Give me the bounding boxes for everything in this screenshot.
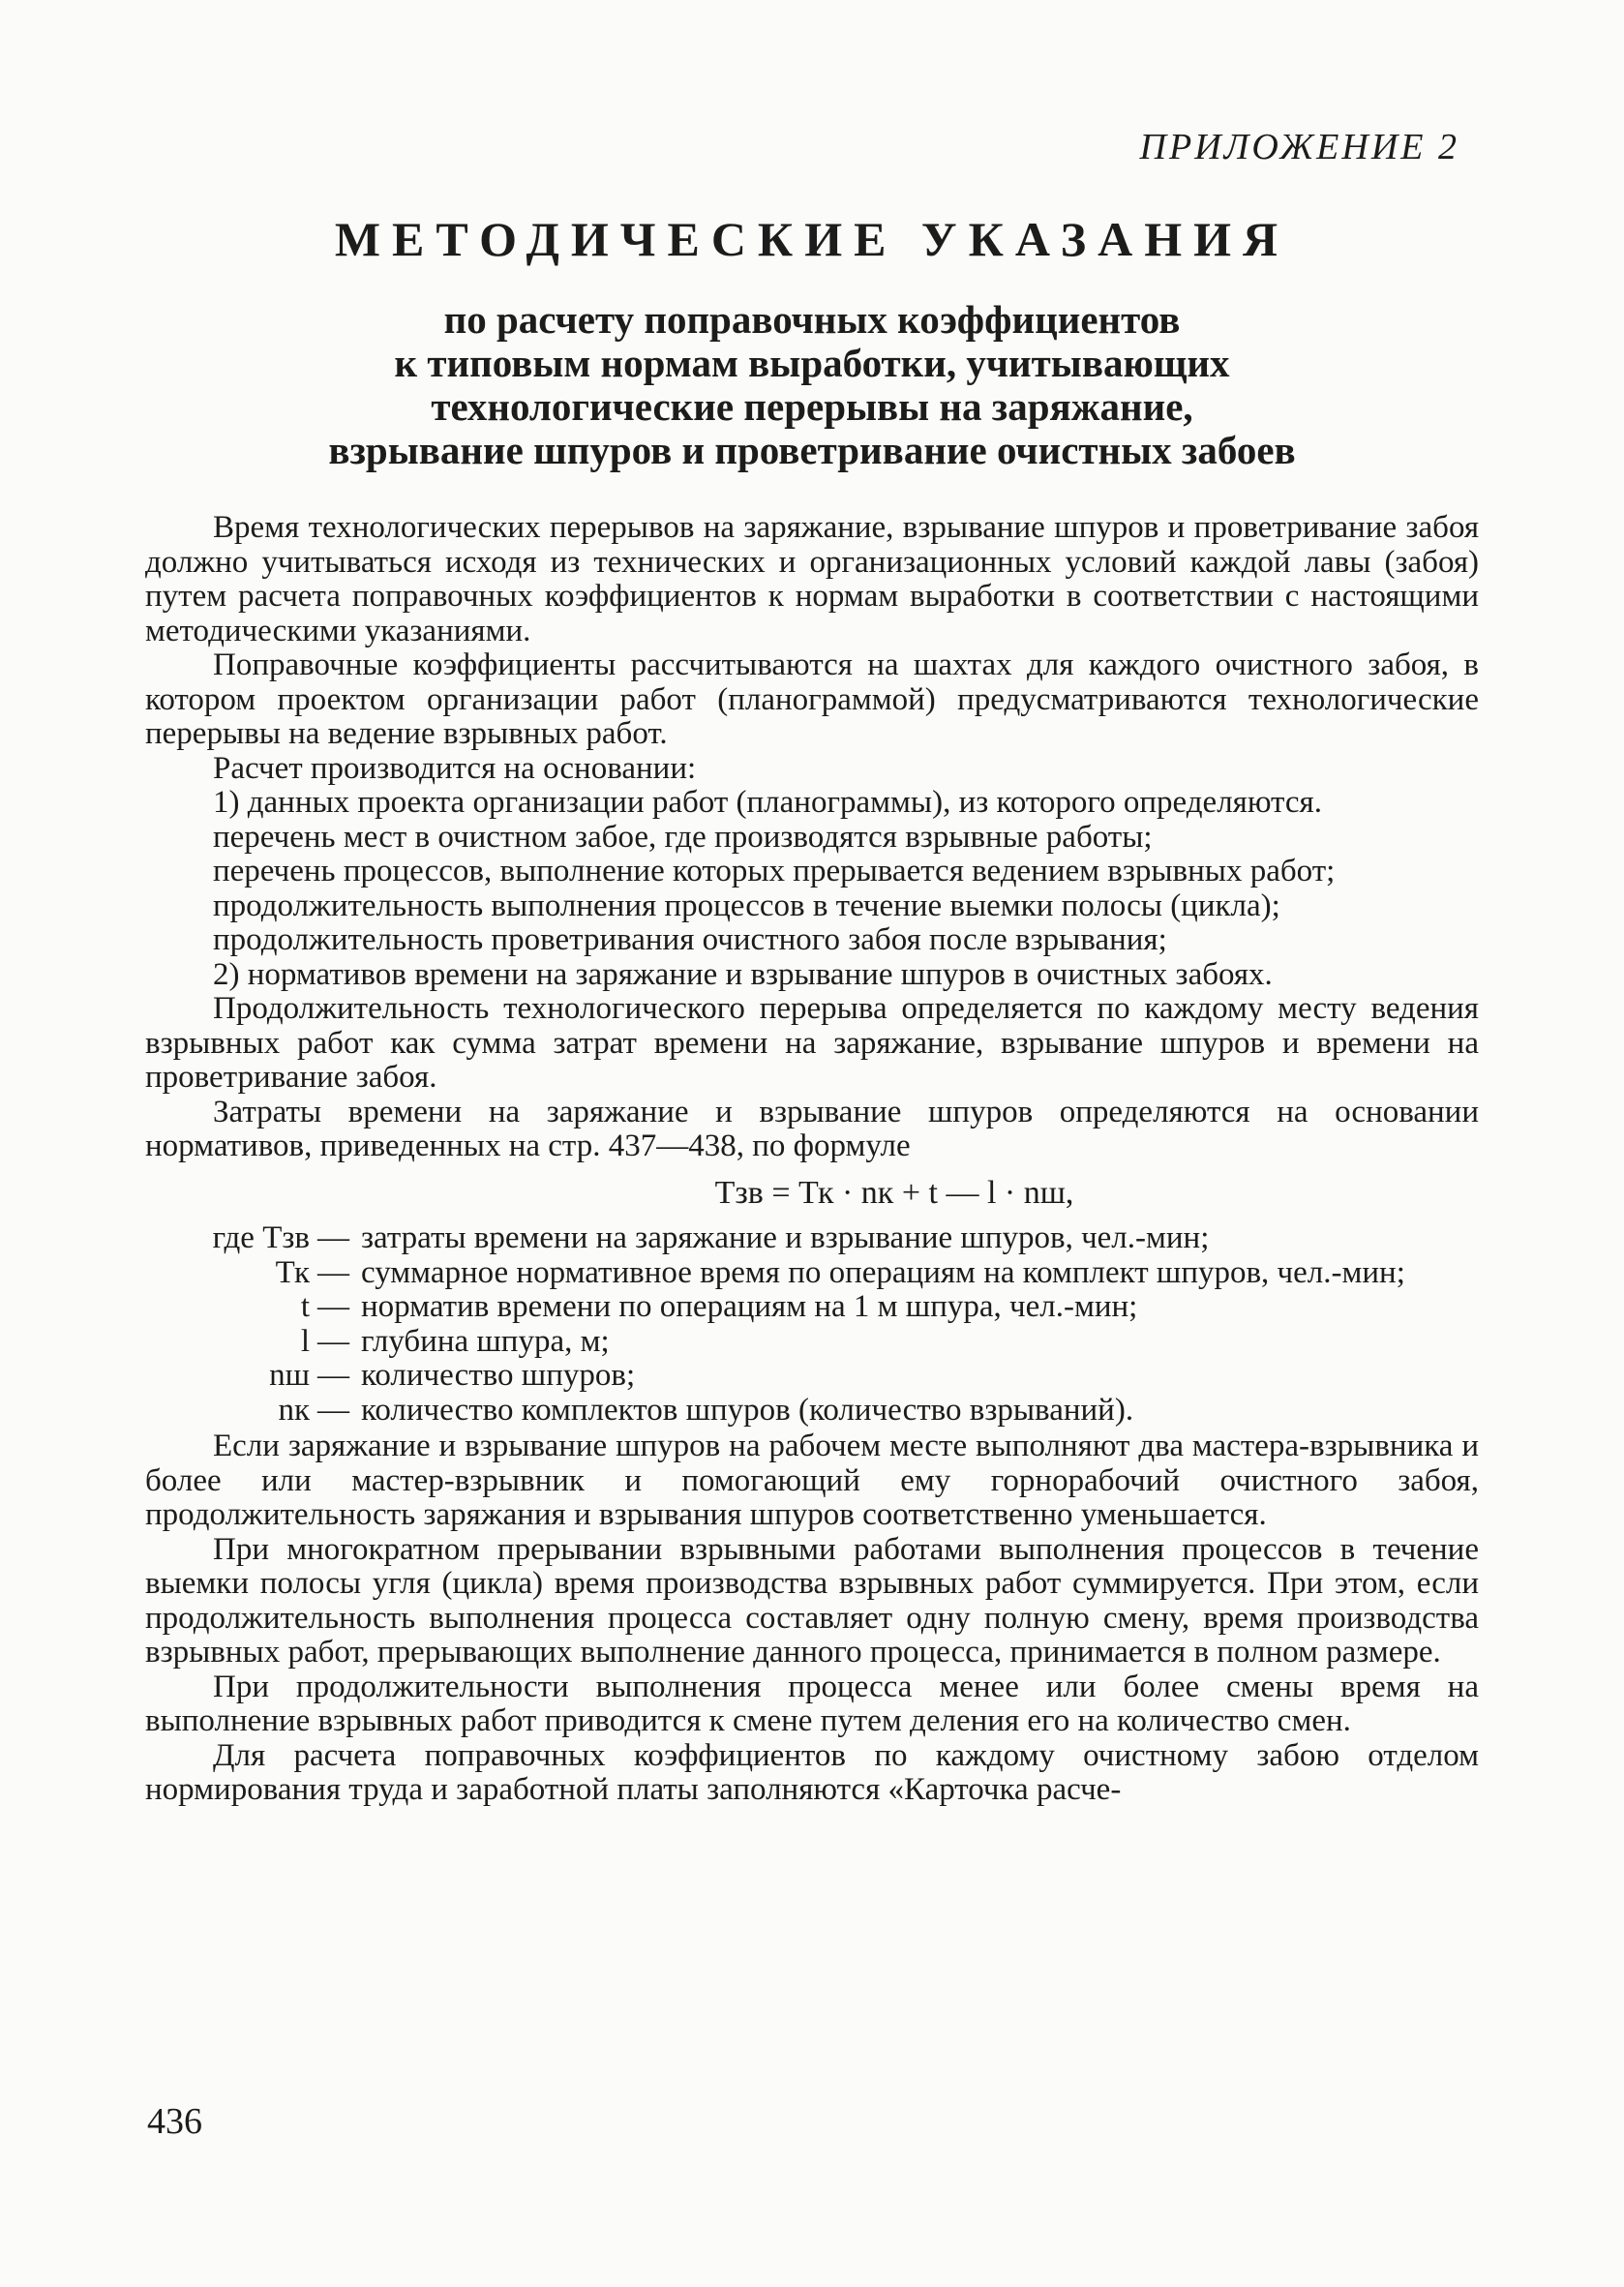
subtitle-line: к типовым нормам выработки, учитывающих <box>394 341 1230 385</box>
paragraph: продолжительность проветривания очистного забоя после взрывания; <box>213 922 1167 957</box>
subtitle <box>0 298 1624 472</box>
definition-text: количество комплектов шпуров (количество взрываний). <box>361 1392 1134 1428</box>
paragraph: Если заряжание и взрывание шпуров на рабочем месте выполняют два мастера-взрывника и более или мастер-взрывник и помогающий ему горнорабочий очистного забоя, продолжительность заряжания и взрывания шпуров соответственно уменьшается. <box>145 1429 1479 1532</box>
definition-item: nш — количество шпуров; <box>145 1359 1479 1394</box>
paragraph: Время технологических перерывов на заряжание, взрывание шпуров и проветривание забоя должно учитываться исходя из технических и организационных условий каждой лавы (забоя) путем расчета поправочных коэффициентов к нормам выработки в соответствии с настоящими методическими указаниями. <box>145 510 1479 648</box>
paragraph: 2) нормативов времени на заряжание и взрывание шпуров в очистных забоях. <box>213 956 1273 992</box>
subtitle-line: по расчету поправочных коэффициентов <box>443 297 1181 342</box>
paragraph: перечень процессов, выполнение которых прерывается ведением взрывных работ; <box>213 854 1336 888</box>
paragraph: продолжительность выполнения процессов в течение выемки полосы (цикла); <box>213 888 1280 923</box>
appendix-label: ПРИЛОЖЕНИЕ 2 <box>1139 127 1459 167</box>
definition-item: t — норматив времени по операциям на 1 м шпура, чел.-мин; <box>145 1290 1479 1325</box>
definition-symbol <box>145 1221 317 1256</box>
formula: Тзв = Тк · nк + t — l · nш, <box>714 1174 1074 1211</box>
subtitle-line: взрывание шпуров и проветривание очистных забоев <box>328 428 1296 472</box>
paragraph: Затраты времени на заряжание и взрывание шпуров определяются на основании нормативов, приведенных на стр. 437—438, по формуле <box>145 1094 1479 1163</box>
definition-symbol: l <box>300 1323 310 1359</box>
definition-item: l — глубина шпура, м; <box>145 1325 1479 1360</box>
definition-symbol: Тк <box>275 1254 310 1290</box>
definition-item: где Тзв — затраты времени на заряжание и взрывание шпуров, чел.-мин; <box>145 1221 1479 1256</box>
paragraph: Продолжительность технологического перерыва определяется по каждому месту ведения взрывных работ как сумма затрат времени на заряжание, взрывание шпуров и времени на проветривание забоя. <box>145 991 1479 1095</box>
definition-symbol: nш <box>269 1358 310 1393</box>
definition-item: nк — количество комплектов шпуров (количество взрываний). <box>145 1394 1479 1429</box>
definition-text: затраты времени на заряжание и взрывание шпуров, чел.-мин; <box>361 1220 1210 1255</box>
definition-item: Тк — суммарное нормативное время по операциям на комплект шпуров, чел.-мин; <box>145 1256 1479 1291</box>
paragraph: перечень мест в очистном забое, где производятся взрывные работы; <box>213 819 1153 855</box>
subtitle-line: технологические перерывы на заряжание, <box>431 384 1193 429</box>
definitions-list <box>145 1221 1479 1428</box>
page-number: 436 <box>147 2101 202 2142</box>
page-title: МЕТОДИЧЕСКИЕ УКАЗАНИЯ <box>334 212 1290 266</box>
paragraph: Поправочные коэффициенты рассчитываются на шахтах для каждого очистного забоя, в котором проектом организации работ (планограммой) предусматриваются технологические перерывы на ведение взрывных работ. <box>145 647 1479 751</box>
definition-text: количество шпуров; <box>361 1358 636 1393</box>
symbol-text: Тзв <box>262 1220 310 1255</box>
definition-text: норматив времени по операциям на 1 м шпура, чел.-мин; <box>361 1289 1138 1324</box>
body-text <box>145 511 1479 1808</box>
paragraph: 1) данных проекта организации работ (планограммы), из которого определяются. <box>213 785 1322 820</box>
paragraph: При многократном прерывании взрывными работами выполнения процессов в течение выемки полосы угля (цикла) время производства взрывных работ суммируется. При этом, если продолжительность выполнения процесса составляет одну полную смену, время производства взрывных работ, прерывающих выполнение данного процесса, принимается в полном размере. <box>145 1531 1479 1670</box>
definition-lead: где <box>212 1220 255 1255</box>
definition-text: суммарное нормативное время по операциям на комплект шпуров, чел.-мин; <box>361 1254 1405 1290</box>
paragraph: Расчет производится на основании: <box>213 750 697 786</box>
definition-symbol: nк <box>278 1392 310 1428</box>
paragraph: Для расчета поправочных коэффициентов по каждому очистному забою отделом нормирования труда и заработной платы заполняются «Карточка расче- <box>145 1737 1479 1807</box>
definition-text: глубина шпура, м; <box>361 1323 610 1359</box>
definition-symbol: t <box>300 1289 310 1324</box>
paragraph: При продолжительности выполнения процесса менее или более смены время на выполнение взрывных работ приводится к смене путем деления его на количество смен. <box>145 1669 1479 1738</box>
